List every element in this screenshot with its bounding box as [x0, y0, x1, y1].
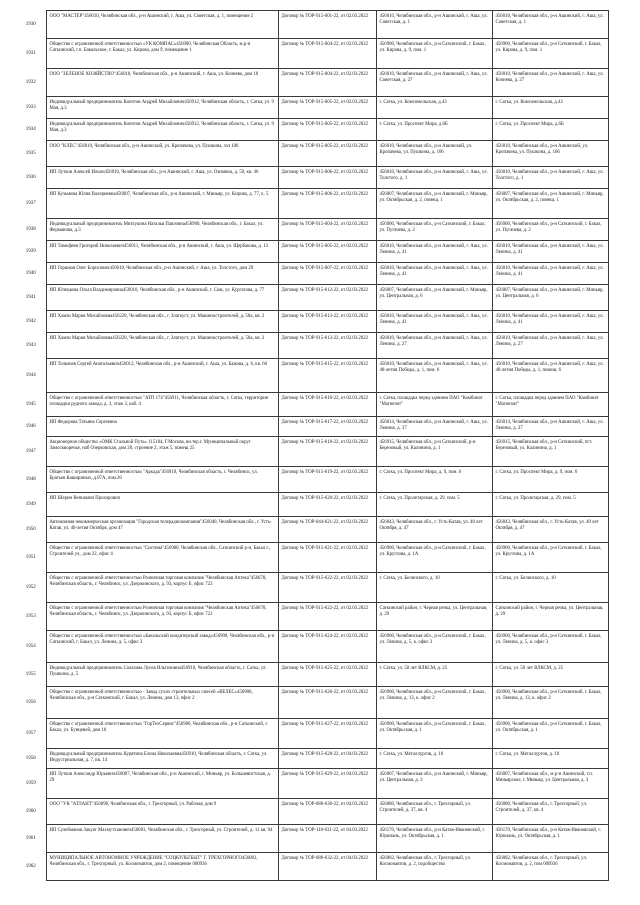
contract-cell: Договор № ТОР-915-625-22, от 02.03.2022: [278, 663, 376, 687]
row-number: 1958: [25, 755, 36, 761]
row-number: 1961: [25, 835, 36, 841]
contract-cell: Договор № ТОР-110-631-22, от 04.03.2022: [278, 825, 376, 853]
address-cell: г. Сатка, ул. Комсомольская, д.43: [376, 97, 492, 119]
table-row: [20, 517, 608, 543]
table-row: [20, 417, 608, 437]
table-row: [20, 219, 608, 241]
row-number: 1950: [25, 526, 36, 532]
organization-cell: ИП Юлецкова Ольга Владимировна456010, Челябинская обл., р-н Ашинский, г. Сим, ул. Кургатова, д. 77: [46, 285, 278, 311]
location-cell: 456080, Челябинская обл., г. Трехгорный, ул. Строителей, д. 37, кв. 4: [492, 799, 608, 825]
contract-cell: Договор № ТОР-915-629-22, от 04.03.2022: [278, 769, 376, 799]
row-number: 1935: [25, 150, 36, 156]
table-row: [20, 853, 608, 881]
organization-cell: Общество с ограниченной ответственностью «УК КОМПАС»456900, Челябинская Область, м.р-н Саткинский, г.п. Бакальское, г. Бакал, ул. Кирова, дом 9, помещение 1: [46, 39, 278, 69]
table-row: [20, 799, 608, 825]
address-cell: 456010, Челябинская обл., р-н Ашинский, г. Аша, ул. Толстого, д. 1: [376, 167, 492, 189]
contract-cell: Договор № ТОР-915-613-22, от 02.03.2022: [278, 333, 376, 359]
table-row: [20, 39, 608, 69]
location-cell: 456900, Челябинская обл., р-н Саткинский, г. Бакал, ул. Круглова, д. 1А: [492, 543, 608, 573]
location-cell: 456007, Челябинская обл., р-н Ашинский, г. Миньяр, ул. Центральная, д. 6: [492, 285, 608, 311]
address-cell: г. Сатка, ул. Проспект Мира, д. 9, пом. 6: [376, 467, 492, 493]
address-cell: 456010, Челябинская обл., р-н Ашинский, г. Аша, ул. Ленина, д. 27: [376, 333, 492, 359]
registry-table: [20, 10, 609, 881]
location-cell: 456007, Челябинская обл., р-н Ашинский, г. Миньяр, ул. Октябрьская, д. 2, помещ. 1: [492, 189, 608, 219]
organization-cell: Общество с ограниченной ответственностью "ГорТехСервис"456900, Челябинская обл., р-н Саткинский, г. Бакал, ул. Бунцевой, дом 10: [46, 719, 278, 749]
organization-cell: Общество с ограниченной ответственностью "Система"456900, Челябинская обл., Саткинский р-н, Бакал г., Строителей ул., дом 22, офис 4: [46, 543, 278, 573]
contract-cell: Договор № ТОР-915-620-22, от 02.03.2022: [278, 493, 376, 517]
organization-cell: ИП Тимофеев Григорий Николаевич456011, Челябинская обл., р-н Ашинский, г. Аша, ул. Щербакова, д. 13: [46, 241, 278, 263]
organization-cell: ИП Лутков Александр Юрьевич456007, Челябинская обл., р-н Ашинский, г. Миньяр, ул. Большевистская, д. 29: [46, 769, 278, 799]
organization-cell: Индивидуальный предприниматель Копотов Андрей Михайлович456912, Челябинская область, г. Сатка, ул. 9 Мая, д.3: [46, 119, 278, 141]
address-cell: 456010, Челябинская обл., р-н Ашинский, г. Аша, ул. 40-летия Победы, д. 1, пом. 6: [376, 359, 492, 393]
address-cell: 456007, Челябинская обл., р-н Ашинский, г. Миньяр, ул. Центральная, д. 6: [376, 285, 492, 311]
table-row: [20, 189, 608, 219]
organization-cell: Индивидуальный предприниматель Копотов Андрей Михайлович456912, Челябинская область, г. Сатка, ул. 9 Мая, д.3: [46, 97, 278, 119]
table-row: [20, 663, 608, 687]
address-cell: 456900, Челябинская обл., р-н Саткинский, г. Бакал, ул. Октябрьская, д. 1: [376, 719, 492, 749]
organization-cell: Общество с ограниченной ответственностью Розничная торговая компания "Челябинская Аптека"456678, Челябинская область, г. Челябинск, ул. Дзержинского, д. 93, корпус Б, офис 722: [46, 603, 278, 631]
table-row: [20, 11, 608, 39]
address-cell: 456010, Челябинская обл., р-н Ашинский, г. Аша, ул. Ленина, д. 41: [376, 263, 492, 285]
address-cell: 456900, Челябинская обл., р-н Саткинский, г. Бакал, ул. Ленина, д. 13, к. офис 2: [376, 687, 492, 719]
row-number: 1959: [25, 780, 36, 786]
table-row: [20, 359, 608, 393]
registry-table-body: [20, 11, 608, 881]
contract-cell: Договор № ТОР-080-630-22, от 04.03.2022: [278, 799, 376, 825]
location-cell: 456900, Челябинская обл., р-н Саткинский, г. Бакал, ул. Октябрьская, д. 1: [492, 719, 608, 749]
table-row: [20, 437, 608, 467]
table-row: [20, 573, 608, 603]
organization-cell: ИП Хамзи Мария Михайловна456228, Челябинская обл., г. Златоуст, ул. Машиностроителей, д. 58а, кв. 2: [46, 333, 278, 359]
contract-cell: Договор № ТОР-915-622-22, от 02.03.2022: [278, 573, 376, 603]
row-number: 1934: [25, 126, 36, 132]
location-cell: 456082, Челябинская обл., г. Трехгорный, ул. Космонавтов, д. 2, пом 000936: [492, 853, 608, 881]
organization-cell: Общество с ограниченной ответственностью - Завод сухих строительных смесей «ВЕЛЕС»456900, Челябинская обл., р-н Саткинский, г. Бакал, ул. Ленина, дом 13, офис 2: [46, 687, 278, 719]
contract-cell: Договор № ТОР-915-605-22, от 02.03.2022: [278, 97, 376, 119]
address-cell: 456915, Челябинская обл., р-н Саткинский, р-н Березовый, ул. Калинина, д. 1: [376, 437, 492, 467]
row-number: 1943: [25, 342, 36, 348]
row-number: 1955: [25, 671, 36, 677]
row-number: 1937: [25, 200, 36, 206]
location-cell: г. Сатка, ул. 50 лет ВЛКСМ, д. 25: [492, 663, 608, 687]
address-cell: 456080, Челябинская обл., г. Трехгорный, ул. Строителей, д. 37, кв. 4: [376, 799, 492, 825]
row-number: 1954: [25, 643, 36, 649]
row-number: 1942: [25, 318, 36, 324]
address-cell: 456010, Челябинская обл., р-н Ашинский, г. Аша, ул. Ленина, д. 41: [376, 241, 492, 263]
location-cell: 456010, Челябинская обл., р-н Ашинский, г. Аша, ул. Ленина, д. 41: [492, 311, 608, 333]
organization-cell: ИП Федорова Татьяна Сергеевна: [46, 417, 278, 437]
table-row: [20, 311, 608, 333]
location-cell: 456010, Челябинская обл., р-н Ашинский, г. Аша, ул. Ленина, д. 27: [492, 333, 608, 359]
table-row: [20, 333, 608, 359]
table-row: [20, 119, 608, 141]
table-row: [20, 719, 608, 749]
location-cell: 456010, Челябинская обл., р-н Ашинский, г. Аша, ул. Советская, д. 1: [492, 11, 608, 39]
location-cell: 456900, Челябинская обл., р-н Саткинский, г. Бакал, ул. Ленина, д. 5, к. офис 3: [492, 631, 608, 663]
location-cell: 456043, Челябинская обл., г. Усть-Катав, ул. 40 лет Октября, д. 47: [492, 517, 608, 543]
row-number: 1951: [25, 554, 36, 560]
row-number: 1939: [25, 248, 36, 254]
table-row: [20, 603, 608, 631]
organization-cell: Общество с ограниченной ответственностью "АТП 174"456911, Челябинская область, г. Сатка, территория площадки рудного завода, д. 3, этаж 3, каб. 4: [46, 393, 278, 417]
location-cell: г. Сатка, ул. Комсомольская, д.43: [492, 97, 608, 119]
organization-cell: ООО "УК "АТЛАНТ"456890, Челябинская обл., г. Трехгорный, ул. Рабочая, дом 9: [46, 799, 278, 825]
location-cell: 456010, Челябинская обл., р-н Ашинский, ул. Кропачева, ул. Пушкина, д. 106: [492, 141, 608, 167]
location-cell: 456170, Челябинская обл., р-н Катав-Ивановский, г. Юрюзань, ул. Октябрьская, д. 1: [492, 825, 608, 853]
contract-cell: Договор № ТОР-915-617-22, от 02.03.2022: [278, 417, 376, 437]
contract-cell: Договор № ТОР-915-624-22, от 02.03.2022: [278, 631, 376, 663]
location-cell: г. Сатка, ул. Проспект Мира, д.6Б: [492, 119, 608, 141]
row-number: 1936: [25, 174, 36, 180]
contract-cell: Договор № ТОР-915-604-22, от 02.03.2022: [278, 69, 376, 97]
table-row: [20, 141, 608, 167]
organization-cell: Индивидуальный предприниматель Салахова Луиза Ильгизовна456910, Челябинская область, г. Сатка, ул. Пушкина, д. 5: [46, 663, 278, 687]
contract-cell: Договор № ТОР-915-619-22, от 02.03.2022: [278, 467, 376, 493]
contract-cell: Договор № ТОР-915-605-22, от 02.03.2022: [278, 241, 376, 263]
organization-cell: ООО "КЛЕС"456010, Челябинская обл., р-н Ашинский, ул. Кропачева, ул. Пушкина, зэл 106: [46, 141, 278, 167]
table-row: [20, 97, 608, 119]
address-cell: г. Сатка, площадка перед зданием ПАО "Комбинат "Магнезит": [376, 393, 492, 417]
contract-cell: Договор № ТОР-915-606-22, от 02.03.2022: [278, 189, 376, 219]
table-row: [20, 687, 608, 719]
location-cell: г. Сатка, ул. Проспект Мира, д. 9, пом. 6: [492, 467, 608, 493]
organization-cell: Индивидуальный предприниматель Курятина Елена Николаевна456910, Челябинская область, г. Сатка, ул. Индустриальная, д. 7, кв. 14: [46, 749, 278, 769]
row-number: 1933: [25, 104, 36, 110]
table-row: [20, 467, 608, 493]
row-number: 1962: [25, 863, 36, 869]
row-number: 1930: [25, 21, 36, 27]
address-cell: 456900, Челябинская обл., р-н Саткинский, г. Бакал, ул. Кирова, д. 9, пом. 1: [376, 39, 492, 69]
address-cell: 456010, Челябинская обл., р-н Ашинский, г. Аша, ул. Ленина, д. 41: [376, 311, 492, 333]
location-cell: 456915, Челябинская обл., р-н Саткинский, пгт. Березовый, ул. Калинина, д. 1: [492, 437, 608, 467]
address-cell: 456010, Челябинская обл., р-н Ашинский, ул. Кропачева, ул. Пушкина, д. 106: [376, 141, 492, 167]
contract-cell: Договор № ТОР-915-606-22, от 02.03.2022: [278, 167, 376, 189]
organization-cell: Общество с ограниченной ответственностью Розничная торговая компания "Челябинская Аптека"456678, Челябинская область, г. Челябинск, ул. Дзержинского, д. 93, корпус Б, офис 722: [46, 573, 278, 603]
location-cell: 456010, Челябинская обл., р-н Ашинский, г. Аша, ул. 40-летия Победы, д. 1, помещ. 6: [492, 359, 608, 393]
address-cell: 456043, Челябинская обл., г. Усть-Катав, ул. 40 лет Октября, д. 47: [376, 517, 492, 543]
row-number: 1953: [25, 613, 36, 619]
table-row: [20, 393, 608, 417]
table-row: [20, 493, 608, 517]
table-row: [20, 825, 608, 853]
location-cell: 456007, Челябинская обл., м.р-н Ашинский, г.п. Миньярское, г. Миньяр, ул. Центральная, д. 3: [492, 769, 608, 799]
contract-cell: Договор № ТОР-915-622-22, от 02.03.2022: [278, 603, 376, 631]
location-cell: 456010, Челябинская обл., р-н Ашинский, г. Аша, ул. Ленина, д. 41: [492, 263, 608, 285]
contract-cell: Договор № ТОР-915-612-22, от 02.03.2022: [278, 285, 376, 311]
address-cell: 456900, Челябинская обл., р-н Саткинский, г. Бакал, ул. Пугачева, д. 2: [376, 219, 492, 241]
row-number: 1932: [25, 79, 36, 85]
row-number: 1946: [25, 423, 36, 429]
organization-cell: Общество с ограниченной ответственностью «Бакальский кондитерский завод»456900, Челябинская обл., р-н Саткинский, г. Бакал, ул. Ленина, д. 5, офис 3: [46, 631, 278, 663]
organization-cell: ИП Лутков Алексей Ильич456010, Челябинская обл., р-н Ашинский, г. Аша, ул. Озимина, д. 59, кв. 46: [46, 167, 278, 189]
address-cell: 456007, Челябинская обл., р-н Ашинский, г. Миньяр, ул. Октябрьская, д. 2, помещ. 1: [376, 189, 492, 219]
address-cell: 456007, Челябинская обл., р-н Ашинский, г. Миньяр, ул. Центральная, д. 3: [376, 769, 492, 799]
contract-cell: Договор № ТОР-915-605-22, от 02.03.2022: [278, 119, 376, 141]
table-row: [20, 167, 608, 189]
row-number: 1956: [25, 699, 36, 705]
table-row: [20, 631, 608, 663]
address-cell: 456014, Челябинская обл., р-н Ашинский, г. Аша, ул. Ленина, д. 37: [376, 417, 492, 437]
table-row: [20, 769, 608, 799]
location-cell: 456014, Челябинская обл., р-н Ашинский, г. Аша, ул. Ленина, д. 37: [492, 417, 608, 437]
row-number: 1941: [25, 294, 36, 300]
location-cell: Саткинский район, г. Черная речка, ул. Центральная, д. 29: [492, 603, 608, 631]
organization-cell: Автономная некоммерческая организация "Городская телерадиокомпания"456040, Челябинская обл., г. Усть-Катав, ул. 40-летия Октября, дом 47: [46, 517, 278, 543]
organization-cell: ООО "ЗЕЛЕНОЕ ХОЗЯЙСТВО"456010, Челябинская обл., р-н Ашинский, г. Аша, ул. Кочнева, дом 10: [46, 69, 278, 97]
row-number: 1948: [25, 476, 36, 482]
address-cell: Саткинский район, г. Черная речка, ул. Центральная, д. 29: [376, 603, 492, 631]
contract-cell: Договор № ТОР-915-616-22, от 02.03.2022: [278, 393, 376, 417]
address-cell: 456010, Челябинская обл., р-н Ашинский, г. Аша, ул. Советская, д. 1: [376, 11, 492, 39]
organization-cell: Общество с ограниченной ответственностью "Аркада"456910, Челябинская область, г. Челябинск, ул. Братьев Кашириных, д.87А, пом.26: [46, 467, 278, 493]
organization-cell: Акционерное общество «ОМК Стальной Путь» 115184, Г.Москва, вн.тер.г. Муниципальный округ Замоскворечье, наб Озерковская, дом 28, строение 2, этаж 5, помещ 25: [46, 437, 278, 467]
organization-cell: Индивидуальный предприниматель Мятлукина Наталья Павловна456900, Челябинская обл., г. Бакал, ул. Ферманова, д.3: [46, 219, 278, 241]
location-cell: г. Сатка, площадка перед зданием ПАО "Комбинат "Магнезит": [492, 393, 608, 417]
address-cell: 456170, Челябинская обл., р-н Катав-Ивановский, г. Юрюзань, ул. Октябрьская, д. 1: [376, 825, 492, 853]
organization-cell: ИП Сулейманов Закуат Махмутханович456083, Челябинская обл., г. Трехгорный, ул. Строителей, д. 11 кв. 94: [46, 825, 278, 853]
table-row: [20, 69, 608, 97]
contract-cell: Договор № ТОР-915-615-22, от 02.03.2022: [278, 359, 376, 393]
organization-cell: МУНИЦИПАЛЬНОЕ АВТОНОМНОЕ УЧРЕЖДЕНИЕ "СОЦКУЛЬТБЫТ" Г. ТРЕХГОРНОГО456082, Челябинская обл., г. Трехгорный, ул. Космонавтов, дом 2, помещение 000936: [46, 853, 278, 881]
row-number: 1940: [25, 270, 36, 276]
location-cell: г. Сатка, ул. Пролетарская, д. 29, пом. 5: [492, 493, 608, 517]
row-number: 1960: [25, 808, 36, 814]
address-cell: 456082, Челябинская обл., г. Трехгорный, ул. Космонавтов, д. 2, подобщество: [376, 853, 492, 881]
table-row: [20, 749, 608, 769]
row-number: 1938: [25, 226, 36, 232]
row-number: 1949: [25, 501, 36, 507]
address-cell: 456900, Челябинская обл., р-н Саткинский, г. Бакал, ул. Ленина, д. 5, к. офис 3: [376, 631, 492, 663]
row-number: 1952: [25, 584, 36, 590]
organization-cell: ООО "МАСТЕР"456010, Челябинская обл., р-н Ашинский, г. Аша, ул. Советская, д. 1, помещение 2: [46, 11, 278, 39]
contract-cell: Договор № ТОР-915-626-22, от 03.03.2022: [278, 687, 376, 719]
address-cell: г. Сатка, ул. 50 лет ВЛКСМ, д. 25: [376, 663, 492, 687]
contract-cell: Договор № ТОР-080-632-22, от 04.03.2022: [278, 853, 376, 881]
contract-cell: Договор № ТОР-915-627-22, от 04.03.2022: [278, 719, 376, 749]
contract-cell: Договор № ТОР-915-621-22, от 02.03.2022: [278, 543, 376, 573]
location-cell: 456900, Челябинская обл., р-н Саткинский, г. Бакал, ул. Пугачева, д. 2: [492, 219, 608, 241]
contract-cell: Договор № ТОР-915-607-22, от 02.03.2022: [278, 263, 376, 285]
table-row: [20, 263, 608, 285]
location-cell: 456900, Челябинская обл., р-н Саткинский, г. Бакал, ул. Ленина, д. 13, к. офис 2: [492, 687, 608, 719]
organization-cell: ИП Горшков Олег Борисович456010, Челябинская обл., р-н Ашинский, г. Аша, ул. Толстого, дом 29: [46, 263, 278, 285]
location-cell: 456900, Челябинская обл., р-н Саткинский, г. Бакал, ул. Кирова, д. 9, пом. 1: [492, 39, 608, 69]
location-cell: г. Сатка, ул. Металлургов, д. 10: [492, 749, 608, 769]
row-number: 1947: [25, 448, 36, 454]
address-cell: 456900, Челябинская обл., р-н Саткинский, г. Бакал, ул. Круглова, д. 1А: [376, 543, 492, 573]
contract-cell: Договор № ТОР-044-621-22, от 02.03.2022: [278, 517, 376, 543]
table-row: [20, 241, 608, 263]
table-row: [20, 285, 608, 311]
location-cell: 456010, Челябинская обл., р-н Ашинский, г. Аша, ул. Толстого, д. 1: [492, 167, 608, 189]
contract-cell: Договор № ТОР-915-605-22, от 02.03.2022: [278, 141, 376, 167]
contract-cell: Договор № ТОР-915-604-22, от 02.03.2022: [278, 219, 376, 241]
contract-cell: Договор № ТОР-915-618-22, от 02.03.2022: [278, 437, 376, 467]
organization-cell: ИП Толкачев Сергей Анатольевич456012, Челябинская обл., р-н Ашинский, г. Аша, ул. Бажова, д. 6, кв. 60: [46, 359, 278, 393]
contract-cell: Договор № ТОР-915-613-22, от 02.03.2022: [278, 311, 376, 333]
address-cell: г. Сатка, ул. Пролетарская, д. 29, пом. 5: [376, 493, 492, 517]
organization-cell: ИП Хамзи Мария Михайловна456228, Челябинская обл., г. Златоуст, ул. Машиностроителей, д. 58а, кв. 2: [46, 311, 278, 333]
contract-cell: Договор № ТОР-915-601-22, от 02.03.2022: [278, 11, 376, 39]
table-row: [20, 543, 608, 573]
contract-cell: Договор № ТОР-915-628-22, от 04.03.2022: [278, 749, 376, 769]
address-cell: 456010, Челябинская обл., р-н Ашинский, г. Аша, ул. Советская, д. 27: [376, 69, 492, 97]
row-number: 1957: [25, 730, 36, 736]
row-number: 1945: [25, 401, 36, 407]
address-cell: г. Сатка, ул. Белинского, д. 10: [376, 573, 492, 603]
location-cell: г. Сатка, ул. Белинского, д. 10: [492, 573, 608, 603]
organization-cell: ИП Шерин Вениамин Прохорович: [46, 493, 278, 517]
location-cell: 456010, Челябинская обл., р-н Ашинский, г. Аша, ул. Кочнева, д. 27: [492, 69, 608, 97]
address-cell: г. Сатка, ул. Металлургов, д. 10: [376, 749, 492, 769]
organization-cell: ИП Кузьмина Юлия Валериевна456007, Челябинская обл., р-н Ашинский, г. Миньяр, ул. Кирова, д. 77, к. 5: [46, 189, 278, 219]
location-cell: 456010, Челябинская обл., р-н Ашинский, г. Аша, ул. Ленина, д. 41: [492, 241, 608, 263]
contract-cell: Договор № ТОР-915-604-22, от 02.03.2022: [278, 39, 376, 69]
address-cell: г. Сатка, ул. Проспект Мира, д.6Б: [376, 119, 492, 141]
row-number: 1931: [25, 50, 36, 56]
row-number: 1944: [25, 372, 36, 378]
